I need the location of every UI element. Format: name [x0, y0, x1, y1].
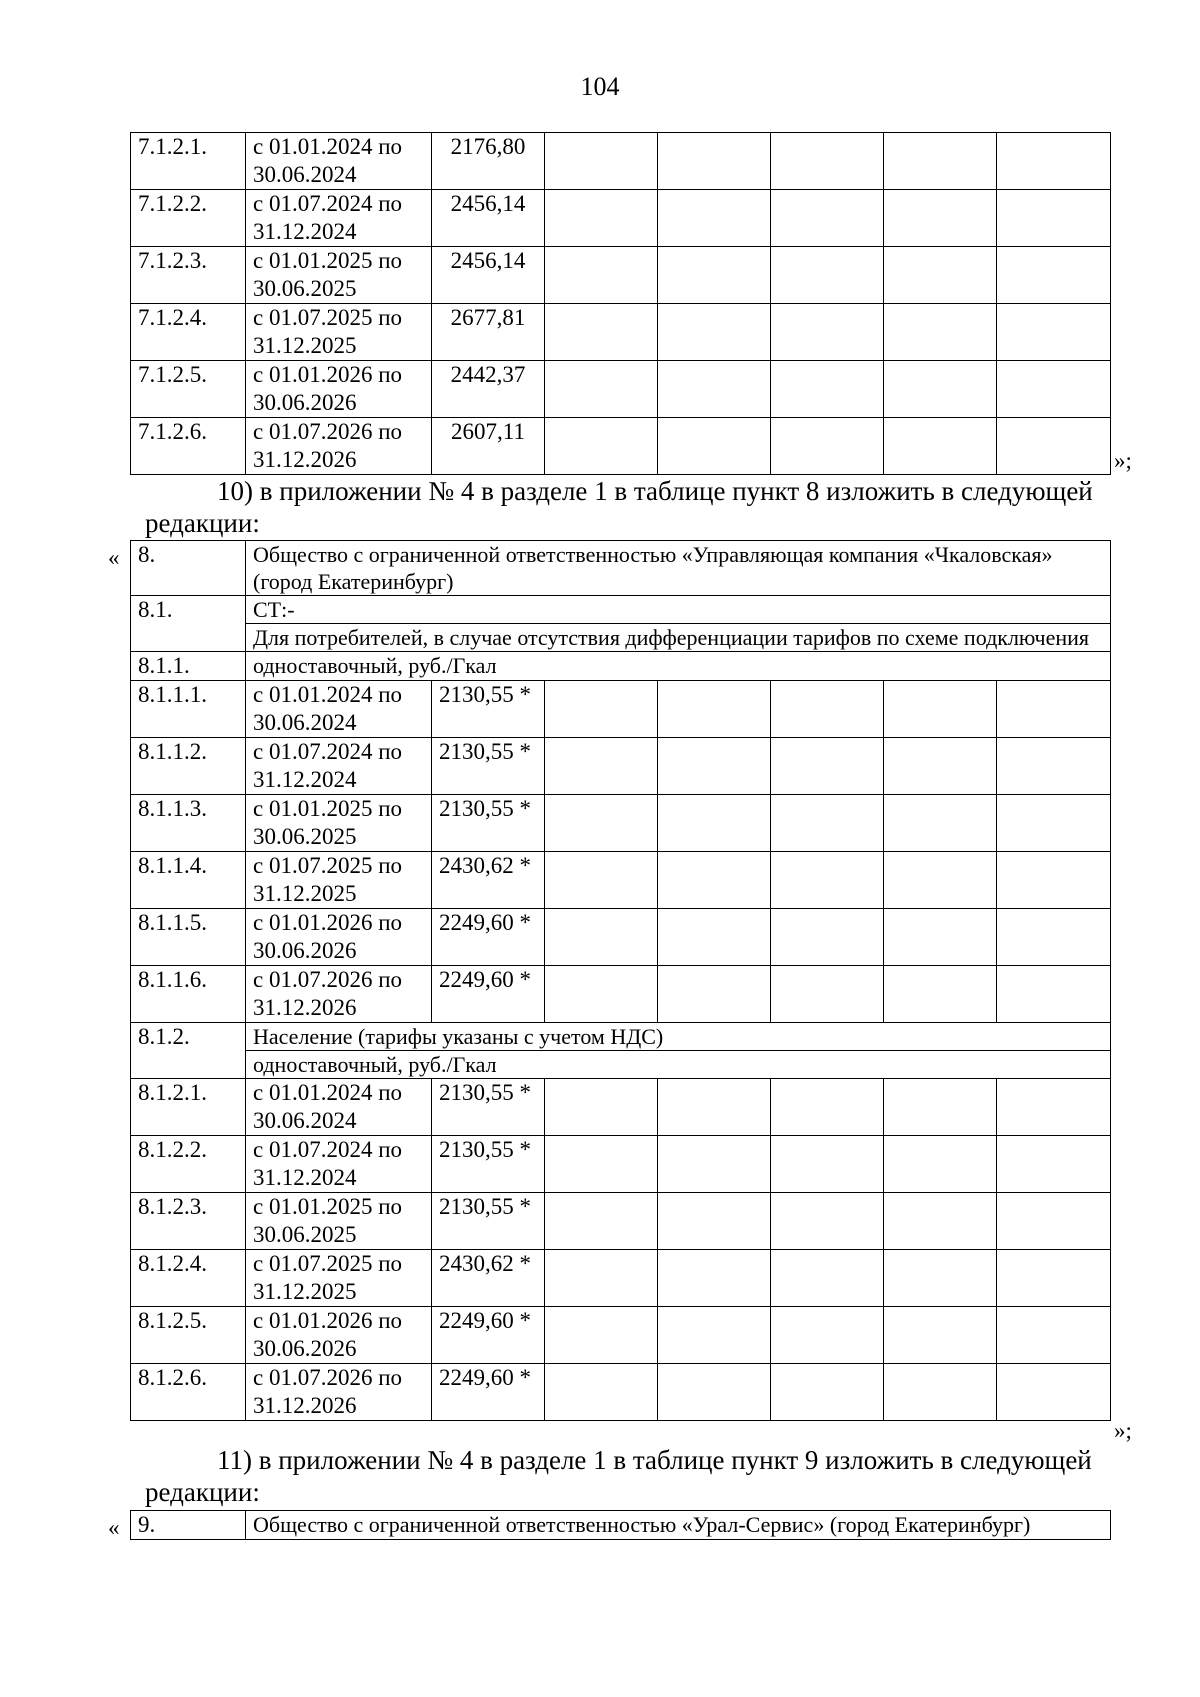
tariff-value: 2249,60 *: [432, 1364, 545, 1421]
empty-cell: [545, 909, 658, 966]
period-cell: с 01.01.2026 по 30.06.2026: [246, 1307, 432, 1364]
empty-cell: [884, 909, 997, 966]
empty-cell: [771, 304, 884, 361]
empty-cell: [545, 1307, 658, 1364]
tariff-value: 2130,55 *: [432, 681, 545, 738]
period-cell: с 01.07.2024 по 31.12.2024: [246, 1136, 432, 1193]
pop-label: Население (тарифы указаны с учетом НДС): [246, 1023, 1111, 1051]
empty-cell: [545, 795, 658, 852]
empty-cell: [997, 1307, 1111, 1364]
empty-cell: [997, 247, 1111, 304]
empty-cell: [545, 361, 658, 418]
row-number: 7.1.2.3.: [131, 247, 246, 304]
empty-cell: [884, 738, 997, 795]
empty-cell: [771, 190, 884, 247]
period-cell: с 01.07.2026 по 31.12.2026: [246, 1364, 432, 1421]
empty-cell: [884, 1364, 997, 1421]
empty-cell: [658, 418, 771, 475]
tariff-table-9: [130, 1510, 1111, 1540]
row-number: 7.1.2.5.: [131, 361, 246, 418]
empty-cell: [771, 795, 884, 852]
table-row: [131, 795, 1111, 852]
consumers-label: Для потребителей, в случае отсутствия дифференциации тарифов по схеме подключения: [246, 624, 1111, 652]
ct-label: СТ:-: [246, 596, 1111, 624]
empty-cell: [997, 738, 1111, 795]
empty-cell: [771, 738, 884, 795]
table-row: [131, 1079, 1111, 1136]
tariff-value: 2130,55 *: [432, 1193, 545, 1250]
org-name: Общество с ограниченной ответственностью «Управляющая компания «Чкаловская» (город Екатеринбург): [246, 541, 1111, 596]
empty-cell: [658, 738, 771, 795]
org-row-8: [131, 541, 1111, 596]
empty-cell: [884, 1136, 997, 1193]
empty-cell: [771, 1307, 884, 1364]
table-row: [131, 966, 1111, 1023]
row-number: 8.1.1.5.: [131, 909, 246, 966]
empty-cell: [997, 1079, 1111, 1136]
org-num-9: 9.: [131, 1511, 246, 1540]
table-row: [131, 247, 1111, 304]
empty-cell: [997, 190, 1111, 247]
period-cell: с 01.07.2025 по 31.12.2025: [246, 1250, 432, 1307]
empty-cell: [658, 795, 771, 852]
empty-cell: [997, 909, 1111, 966]
empty-cell: [658, 1136, 771, 1193]
table-row: [131, 304, 1111, 361]
empty-cell: [545, 304, 658, 361]
table-row: [131, 418, 1111, 475]
empty-cell: [658, 1193, 771, 1250]
empty-cell: [997, 795, 1111, 852]
empty-cell: [771, 361, 884, 418]
empty-cell: [658, 304, 771, 361]
empty-cell: [545, 852, 658, 909]
open-quote-8: «: [108, 545, 120, 570]
empty-cell: [884, 1307, 997, 1364]
tariff-value: 2130,55 *: [432, 1079, 545, 1136]
empty-cell: [771, 247, 884, 304]
empty-cell: [997, 852, 1111, 909]
empty-cell: [545, 681, 658, 738]
empty-cell: [771, 1079, 884, 1136]
empty-cell: [884, 681, 997, 738]
empty-cell: [771, 1136, 884, 1193]
tariff-value: 2130,55 *: [432, 738, 545, 795]
tariff-value: 2249,60 *: [432, 966, 545, 1023]
empty-cell: [658, 1364, 771, 1421]
empty-cell: [545, 247, 658, 304]
row-number: 8.1.1.2.: [131, 738, 246, 795]
table-row: [131, 190, 1111, 247]
empty-cell: [884, 795, 997, 852]
tariff-table-8: [130, 540, 1111, 1421]
empty-cell: [884, 852, 997, 909]
row-number: 7.1.2.2.: [131, 190, 246, 247]
empty-cell: [771, 133, 884, 190]
period-cell: с 01.01.2026 по 30.06.2026: [246, 361, 432, 418]
empty-cell: [545, 133, 658, 190]
table-row: [131, 361, 1111, 418]
empty-cell: [771, 966, 884, 1023]
empty-cell: [658, 1250, 771, 1307]
empty-cell: [997, 304, 1111, 361]
empty-cell: [884, 247, 997, 304]
empty-cell: [658, 1079, 771, 1136]
table-row: [131, 909, 1111, 966]
empty-cell: [658, 1307, 771, 1364]
table-row: [131, 1364, 1111, 1421]
sub-num: 8.1.: [131, 596, 246, 652]
paragraph-11: 11) в приложении № 4 в разделе 1 в таблице пункт 9 изложить в следующей редакции:: [145, 1445, 1092, 1507]
empty-cell: [545, 738, 658, 795]
empty-cell: [884, 361, 997, 418]
empty-cell: [771, 909, 884, 966]
org-num: 8.: [131, 541, 246, 596]
tariff-value: 2130,55 *: [432, 1136, 545, 1193]
row-number: 8.1.1.4.: [131, 852, 246, 909]
empty-cell: [658, 133, 771, 190]
row-number: 8.1.2.6.: [131, 1364, 246, 1421]
table-row: [131, 1193, 1111, 1250]
empty-cell: [997, 681, 1111, 738]
row-number: 8.1.1.3.: [131, 795, 246, 852]
tariff-value: 2607,11: [432, 418, 545, 475]
empty-cell: [545, 1250, 658, 1307]
tariff-value: 2249,60 *: [432, 1307, 545, 1364]
empty-cell: [997, 1250, 1111, 1307]
table-row: [131, 852, 1111, 909]
row-number: 7.1.2.6.: [131, 418, 246, 475]
open-quote-9: «: [108, 1515, 120, 1540]
row-number: 8.1.1.6.: [131, 966, 246, 1023]
empty-cell: [658, 966, 771, 1023]
org-row-9: [131, 1511, 1111, 1540]
empty-cell: [997, 966, 1111, 1023]
table-row: [131, 1136, 1111, 1193]
period-cell: с 01.07.2025 по 31.12.2025: [246, 852, 432, 909]
population-row: [131, 1023, 1111, 1051]
tariff-value: 2249,60 *: [432, 909, 545, 966]
period-cell: с 01.07.2024 по 31.12.2024: [246, 190, 432, 247]
paragraph-10: 10) в приложении № 4 в разделе 1 в таблице пункт 8 изложить в следующей редакции:: [145, 476, 1093, 538]
period-cell: с 01.01.2026 по 30.06.2026: [246, 909, 432, 966]
empty-cell: [545, 1079, 658, 1136]
empty-cell: [771, 852, 884, 909]
row-number: 8.1.2.4.: [131, 1250, 246, 1307]
empty-cell: [545, 1136, 658, 1193]
row-number: 8.1.1.1.: [131, 681, 246, 738]
empty-cell: [545, 190, 658, 247]
table-row: [131, 1307, 1111, 1364]
period-cell: с 01.01.2025 по 30.06.2025: [246, 247, 432, 304]
empty-cell: [658, 247, 771, 304]
empty-cell: [884, 966, 997, 1023]
period-cell: с 01.07.2026 по 31.12.2026: [246, 418, 432, 475]
empty-cell: [658, 681, 771, 738]
consumers-row: [131, 624, 1111, 652]
tariff-value: 2430,62 *: [432, 1250, 545, 1307]
tariff-table-7: [130, 132, 1111, 475]
empty-cell: [658, 852, 771, 909]
tariff-value: 2430,62 *: [432, 852, 545, 909]
row-number: 8.1.2.5.: [131, 1307, 246, 1364]
empty-cell: [884, 133, 997, 190]
empty-cell: [545, 418, 658, 475]
row-number: 8.1.2.2.: [131, 1136, 246, 1193]
table-row: [131, 681, 1111, 738]
empty-cell: [771, 1250, 884, 1307]
row-number: 7.1.2.4.: [131, 304, 246, 361]
row-number: 8.1.2.3.: [131, 1193, 246, 1250]
table-row: [131, 1250, 1111, 1307]
empty-cell: [997, 418, 1111, 475]
org-name-9: Общество с ограниченной ответственностью «Урал-Сервис» (город Екатеринбург): [246, 1511, 1111, 1540]
empty-cell: [997, 1364, 1111, 1421]
tariff-value: 2677,81: [432, 304, 545, 361]
rate-label: одноставочный, руб./Гкал: [246, 652, 1111, 681]
close-quote-top: »;: [1114, 448, 1132, 473]
empty-cell: [658, 361, 771, 418]
tariff-value: 2130,55 *: [432, 795, 545, 852]
tariff-value: 2456,14: [432, 247, 545, 304]
rate-num: 8.1.1.: [131, 652, 246, 681]
period-cell: с 01.01.2025 по 30.06.2025: [246, 1193, 432, 1250]
empty-cell: [884, 1250, 997, 1307]
empty-cell: [545, 1364, 658, 1421]
empty-cell: [884, 418, 997, 475]
period-cell: с 01.07.2024 по 31.12.2024: [246, 738, 432, 795]
empty-cell: [884, 304, 997, 361]
ct-row: [131, 596, 1111, 624]
tariff-value: 2456,14: [432, 190, 545, 247]
row-number: 8.1.2.1.: [131, 1079, 246, 1136]
tariff-value: 2176,80: [432, 133, 545, 190]
empty-cell: [884, 1079, 997, 1136]
close-quote-8: »;: [1114, 1418, 1132, 1443]
page-number: 104: [580, 72, 620, 101]
pop-rate-label: одноставочный, руб./Гкал: [246, 1051, 1111, 1079]
empty-cell: [884, 190, 997, 247]
table-row: [131, 738, 1111, 795]
empty-cell: [997, 361, 1111, 418]
row-number: 7.1.2.1.: [131, 133, 246, 190]
period-cell: с 01.01.2024 по 30.06.2024: [246, 681, 432, 738]
empty-cell: [884, 1193, 997, 1250]
empty-cell: [997, 133, 1111, 190]
empty-cell: [545, 966, 658, 1023]
empty-cell: [997, 1136, 1111, 1193]
rate-row: [131, 652, 1111, 681]
table-row: [131, 133, 1111, 190]
tariff-value: 2442,37: [432, 361, 545, 418]
empty-cell: [997, 1193, 1111, 1250]
pop-num: 8.1.2.: [131, 1023, 246, 1079]
empty-cell: [545, 1193, 658, 1250]
empty-cell: [658, 190, 771, 247]
period-cell: с 01.01.2025 по 30.06.2025: [246, 795, 432, 852]
empty-cell: [771, 418, 884, 475]
pop-rate-row: [131, 1051, 1111, 1079]
empty-cell: [771, 1364, 884, 1421]
period-cell: с 01.01.2024 по 30.06.2024: [246, 133, 432, 190]
empty-cell: [771, 1193, 884, 1250]
period-cell: с 01.07.2025 по 31.12.2025: [246, 304, 432, 361]
period-cell: с 01.07.2026 по 31.12.2026: [246, 966, 432, 1023]
period-cell: с 01.01.2024 по 30.06.2024: [246, 1079, 432, 1136]
empty-cell: [771, 681, 884, 738]
empty-cell: [658, 909, 771, 966]
